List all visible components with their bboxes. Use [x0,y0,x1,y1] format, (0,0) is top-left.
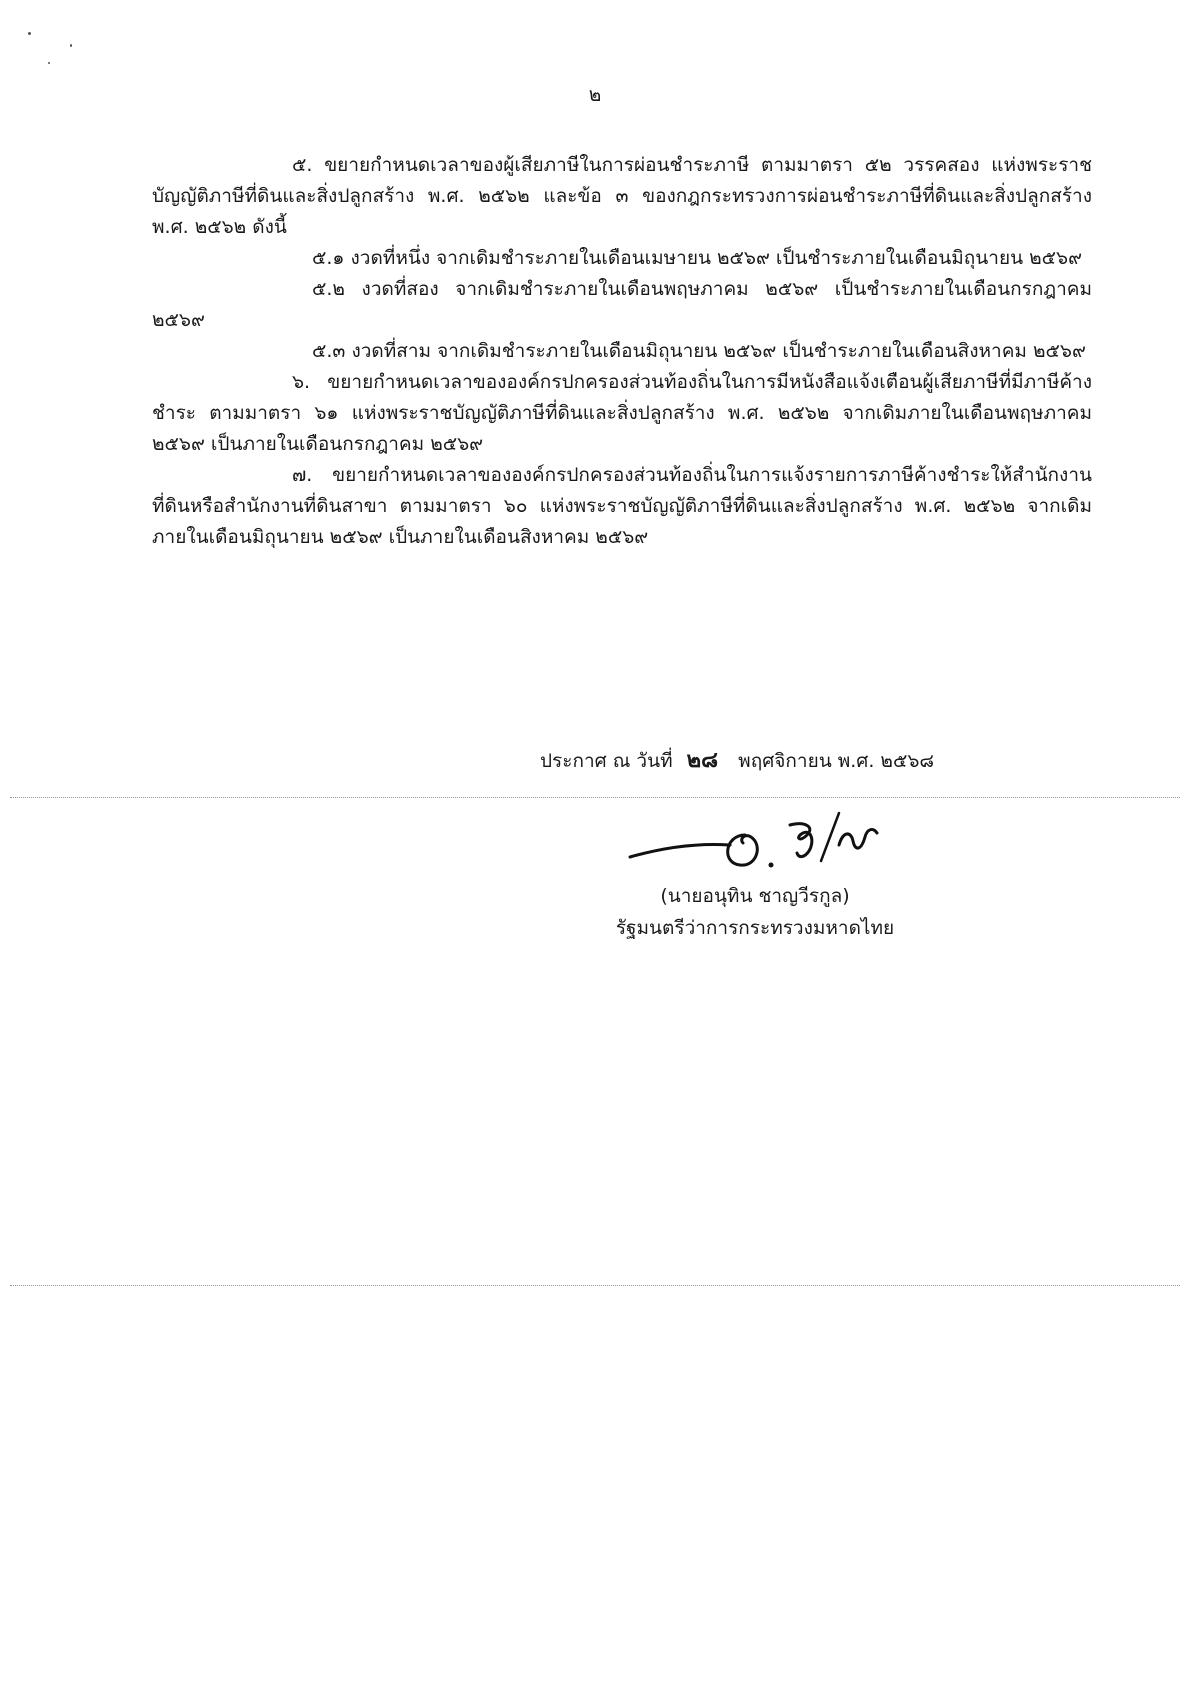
body-text [152,150,1092,553]
paragraph-item-5: ๕. ขยายกำหนดเวลาของผู้เสียภาษีในการผ่อนชำระภาษี ตามมาตรา ๕๒ วรรคสอง แห่งพระราชบัญญัติภาษีที่ดินและสิ่งปลูกสร้าง พ.ศ. ๒๕๖๒ และข้อ ๓ ของกฎกระทรวงการผ่อนชำระภาษีที่ดินและสิ่งปลูกสร้าง พ.ศ. ๒๕๖๒ ดังนี้ [152,154,1092,238]
signer-name: (นายอนุทิน ชาญวีรกูล) [660,885,850,907]
proclamation-date [540,742,934,777]
scan-divider [10,1285,1180,1286]
scan-speck [70,44,72,47]
proclamation-day: ๒๘ [686,748,719,773]
proclamation-prefix: ประกาศ ณ วันที่ [540,750,673,772]
paragraph-item-7: ๗. ขยายกำหนดเวลาขององค์กรปกครองส่วนท้องถิ่นในการแจ้งรายการภาษีค้างชำระให้สำนักงานที่ดินหรือสำนักงานที่ดินสาขา ตามมาตรา ๖๐ แห่งพระราชบัญญัติภาษีที่ดินและสิ่งปลูกสร้าง พ.ศ. ๒๕๖๒ จากเดิมภายในเดือนมิถุนายน ๒๕๖๙ เป็นภายในเดือนสิงหาคม ๒๕๖๙ [152,464,1092,548]
paragraph-item-5-3: ๕.๓ งวดที่สาม จากเดิมชำระภายในเดือนมิถุนายน ๒๕๖๙ เป็นชำระภายในเดือนสิงหาคม ๒๕๖๙ [312,340,1086,362]
paragraph-item-5-2: ๕.๒ งวดที่สอง จากเดิมชำระภายในเดือนพฤษภาคม ๒๕๖๙ เป็นชำระภายในเดือนกรกฎาคม ๒๕๖๙ [152,278,1092,331]
signer-position: รัฐมนตรีว่าการกระทรวงมหาดไทย [615,917,895,939]
proclamation-month-year: พฤศจิกายน พ.ศ. ๒๕๖๘ [738,750,935,772]
scan-speck [48,62,50,64]
scan-speck [28,32,31,35]
signer-block [560,880,950,944]
paragraph-item-5-1: ๕.๑ งวดที่หนึ่ง จากเดิมชำระภายในเดือนเมษายน ๒๕๖๙ เป็นชำระภายในเดือนมิถุนายน ๒๕๖๙ [312,247,1082,269]
paragraph-item-6: ๖. ขยายกำหนดเวลาขององค์กรปกครองส่วนท้องถิ่นในการมีหนังสือแจ้งเตือนผู้เสียภาษีที่มีภาษีค้างชำระ ตามมาตรา ๖๑ แห่งพระราชบัญญัติภาษีที่ดินและสิ่งปลูกสร้าง พ.ศ. ๒๕๖๒ จากเดิมภายในเดือนพฤษภาคม ๒๕๖๙ เป็นภายในเดือนกรกฎาคม ๒๕๖๙ [152,371,1092,455]
scan-divider [10,797,1180,798]
page-number: ๒ [588,84,602,106]
